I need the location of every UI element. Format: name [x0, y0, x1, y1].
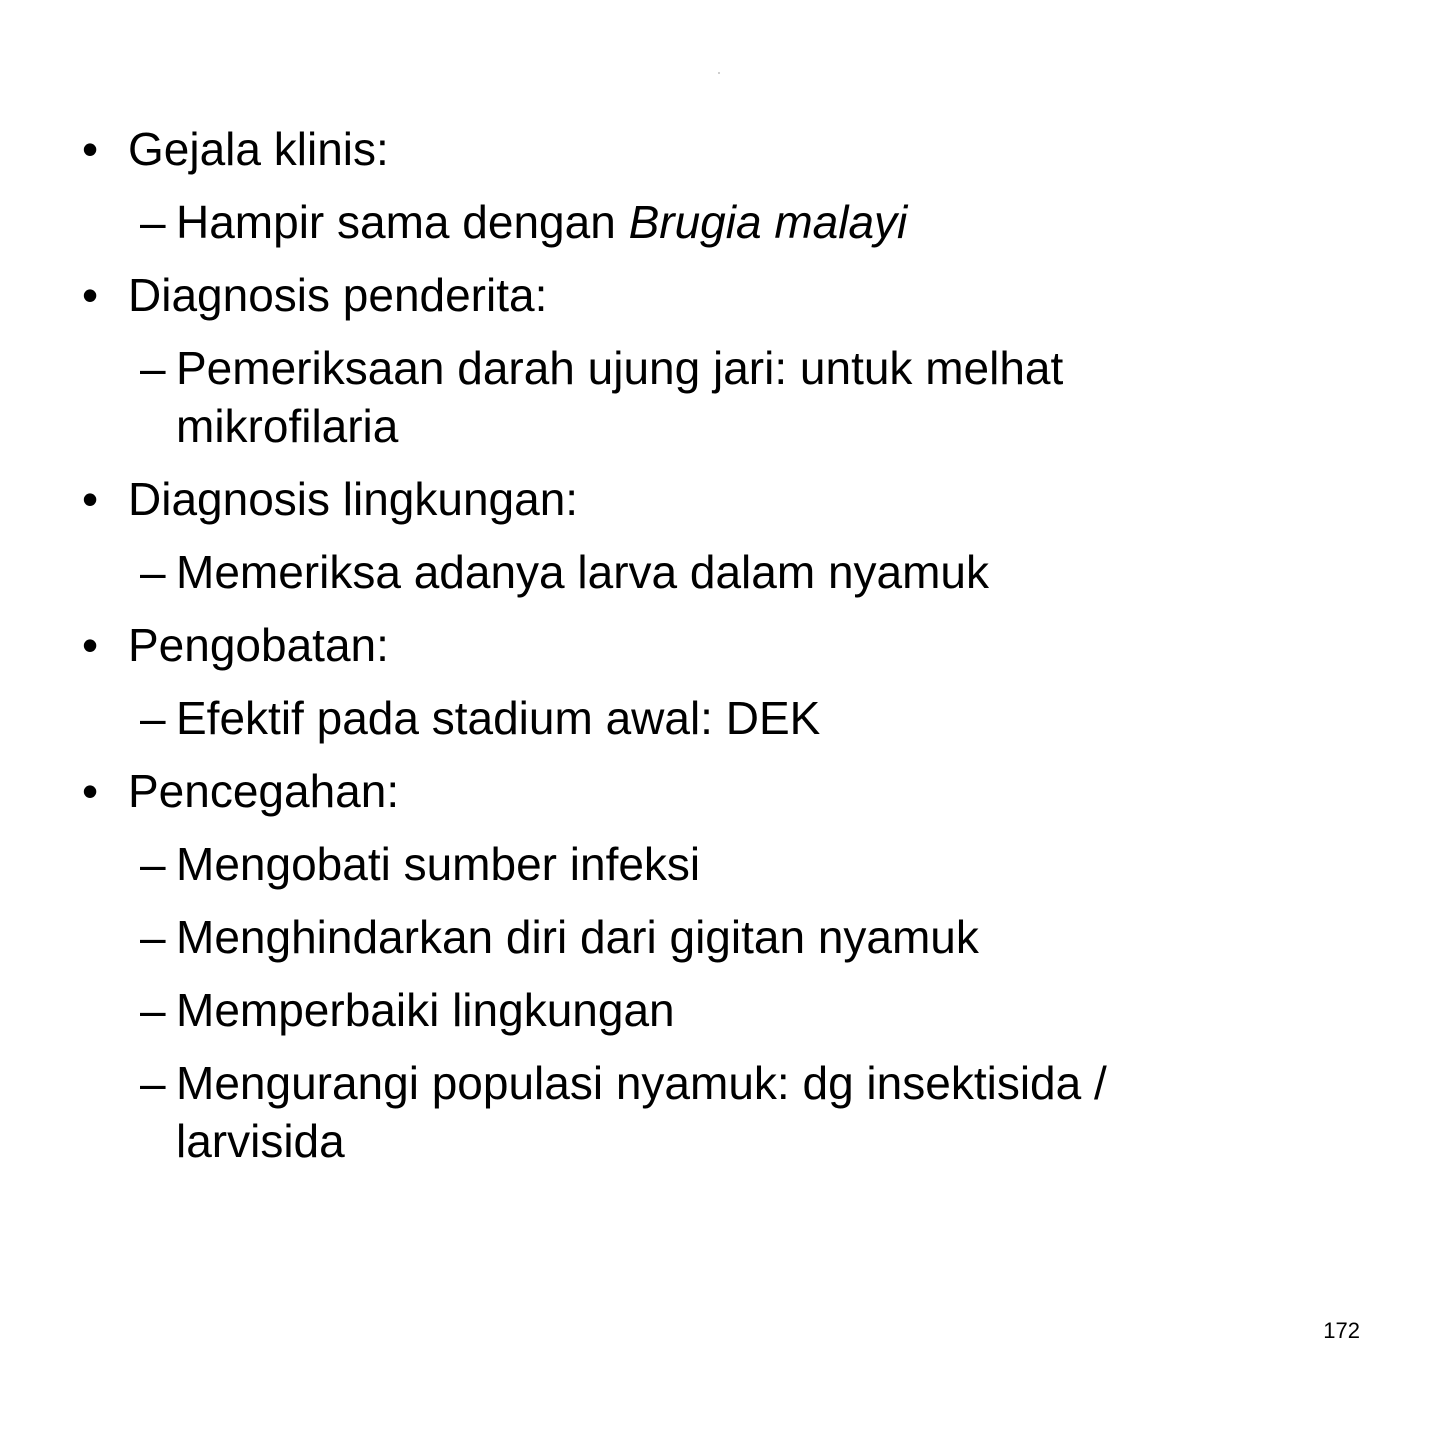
bullet-pengobatan	[82, 616, 1332, 674]
bullet-heading: Gejala klinis:	[128, 123, 389, 175]
sub-item-line1: Pemeriksaan darah ujung jari: untuk melhat	[176, 342, 1064, 394]
sub-item-memperbaiki	[82, 981, 1332, 1039]
sub-item-memeriksa-larva	[82, 543, 1332, 601]
bullet-heading: Pengobatan:	[128, 619, 389, 671]
sub-item-mengurangi	[82, 1054, 1332, 1170]
sub-item-line2: larvisida	[176, 1115, 345, 1167]
slide-content	[82, 120, 1332, 1185]
dash-icon: –	[140, 692, 166, 744]
sub-item-pemeriksaan-darah	[82, 339, 1332, 455]
bullet-gejala-klinis	[82, 120, 1332, 178]
top-dot-mark	[718, 72, 720, 74]
bullet-icon: •	[82, 269, 99, 321]
bullet-diagnosis-penderita	[82, 266, 1332, 324]
bullet-heading: Pencegahan:	[128, 765, 400, 817]
bullet-diagnosis-lingkungan	[82, 470, 1332, 528]
dash-icon: –	[140, 342, 166, 394]
sub-item-menghindarkan	[82, 908, 1332, 966]
sub-item-text: Mengobati sumber infeksi	[176, 838, 701, 890]
species-name: Brugia malayi	[628, 196, 908, 248]
dash-icon: –	[140, 911, 166, 963]
dash-icon: –	[140, 838, 166, 890]
sub-item-text: Memperbaiki lingkungan	[176, 984, 675, 1036]
bullet-icon: •	[82, 473, 99, 525]
bullet-icon: •	[82, 619, 99, 671]
dash-icon: –	[140, 984, 166, 1036]
sub-item-line2: mikrofilaria	[176, 400, 399, 452]
bullet-icon: •	[82, 123, 99, 175]
bullet-heading: Diagnosis penderita:	[128, 269, 548, 321]
sub-item-text: Menghindarkan diri dari gigitan nyamuk	[176, 911, 979, 963]
sub-item-text: Hampir sama dengan	[176, 196, 629, 248]
dash-icon: –	[140, 196, 166, 248]
page-number: 172	[1323, 1318, 1360, 1343]
sub-item-hampir-sama	[82, 193, 1332, 251]
dash-icon: –	[140, 1057, 166, 1109]
sub-item-line1: Mengurangi populasi nyamuk: dg insektisida /	[176, 1057, 1107, 1109]
sub-item-mengobati	[82, 835, 1332, 893]
bullet-icon: •	[82, 765, 99, 817]
bullet-pencegahan	[82, 762, 1332, 820]
bullet-heading: Diagnosis lingkungan:	[128, 473, 579, 525]
dash-icon: –	[140, 546, 166, 598]
sub-item-efektif	[82, 689, 1332, 747]
sub-item-text: Efektif pada stadium awal: DEK	[176, 692, 821, 744]
sub-item-text: Memeriksa adanya larva dalam nyamuk	[176, 546, 990, 598]
